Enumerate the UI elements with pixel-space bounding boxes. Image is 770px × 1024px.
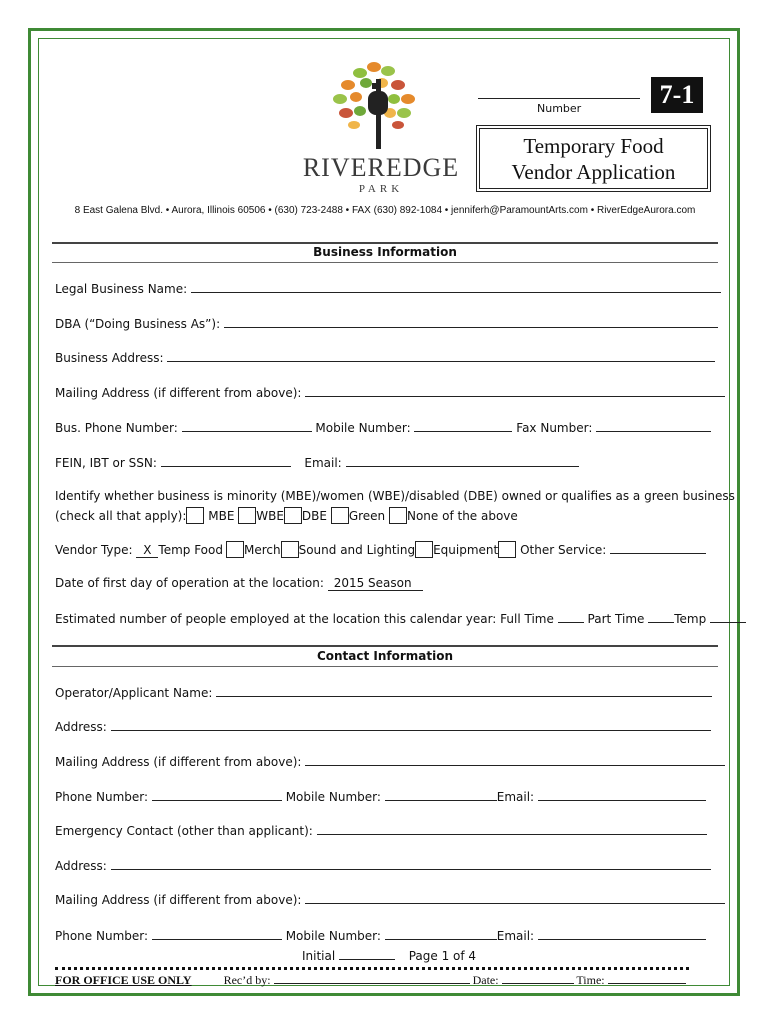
dba-label: DBA (“Doing Business As”): [55,317,221,331]
emergency-phone-row [55,928,706,943]
sound-checkbox[interactable] [281,541,299,558]
section-rule [52,666,718,667]
date-label: Date: [472,973,499,987]
form-title-line1: Temporary Food [523,134,664,158]
contact-email-field[interactable] [538,789,706,801]
office-row [55,972,686,988]
section-rule [52,242,718,244]
dba-field[interactable] [224,316,718,328]
identify-prefix: (check all that apply): [55,509,187,523]
vt-other-label: Other Service: [520,543,607,557]
tree-icon [290,55,465,155]
contact-email-label: Email: [496,790,535,804]
time-label: Time: [576,973,605,987]
date-field[interactable] [502,972,574,984]
fein-field[interactable] [161,455,291,467]
bus-phone-row [55,420,711,435]
section-rule [52,645,718,647]
mailing-address-field[interactable] [305,385,725,397]
part-time-label: Part Time [587,612,645,626]
bus-phone-label: Bus. Phone Number: [55,421,178,435]
bus-phone-field[interactable] [182,420,312,432]
fax-field[interactable] [596,420,711,432]
vt-equip-label: Equipment [433,543,499,557]
mailing-address-row [55,385,725,400]
emergency-address-label: Address: [55,859,107,873]
contact-address-line: 8 East Galena Blvd. • Aurora, Illinois 60506 • (630) 723-2488 • FAX (630) 892-1084 • jenniferh@ParamountArts.com • RiverEdgeAurora.com [74,205,696,216]
contact-address-row [55,719,711,734]
legal-business-name-field[interactable] [191,281,721,293]
initial-row [302,948,476,963]
title-box [479,128,708,189]
legal-business-name-row [55,281,721,296]
business-address-label: Business Address: [55,351,164,365]
emergency-phone-field[interactable] [152,928,282,940]
none-label: None of the above [406,509,518,523]
vendor-type-row [55,541,706,558]
emergency-address-row [55,858,711,873]
email-field[interactable] [346,455,579,467]
form-title-line2: Vendor Application [511,160,676,184]
business-address-row [55,350,715,365]
dba-row [55,316,718,331]
temp-field[interactable] [710,611,746,623]
full-time-field[interactable] [558,611,584,623]
first-day-label: Date of first day of operation at the location: [55,576,324,590]
emergency-field[interactable] [317,823,707,835]
mobile-field[interactable] [414,420,512,432]
time-field[interactable] [608,972,686,984]
contact-phone-label: Phone Number: [55,790,149,804]
emergency-email-label: Email: [496,929,535,943]
employed-label: Estimated number of people employed at the location this calendar year: Full Time [55,612,554,626]
vendor-type-label: Vendor Type: [55,543,133,557]
green-checkbox[interactable] [331,507,349,524]
vendor-type-mark[interactable] [136,543,158,558]
emergency-mobile-field[interactable] [385,928,497,940]
contact-address-label: Address: [55,720,107,734]
emergency-row [55,823,707,838]
equipment-checkbox[interactable] [415,541,433,558]
logo-subtitle: PARK [358,183,404,195]
first-day-field[interactable] [328,576,424,591]
number-field-line[interactable] [478,98,640,99]
other-service-field[interactable] [610,542,706,554]
office-dotted-rule [55,967,689,970]
emergency-label: Emergency Contact (other than applicant): [55,824,313,838]
recd-by-label: Rec’d by: [223,973,271,987]
wbe-label: WBE [256,509,284,523]
none-checkbox[interactable] [389,507,407,524]
emergency-mailing-row [55,892,725,907]
logo-wordmark: RIVEREDGE [302,153,460,182]
emergency-mailing-label: Mailing Address (if different from above): [55,893,302,907]
riveredge-logo [290,55,465,200]
employed-row [55,611,746,626]
first-day-value: 2015 Season [333,576,412,590]
initial-field[interactable] [339,948,395,960]
temp-label: Temp [674,612,707,626]
number-label: Number [537,102,582,115]
operator-label: Operator/Applicant Name: [55,686,213,700]
vendor-type-mark-text: X [143,543,152,557]
operator-field[interactable] [216,685,712,697]
emergency-mailing-field[interactable] [305,892,725,904]
contact-section-heading: Contact Information [316,649,454,663]
emergency-address-field[interactable] [111,858,711,870]
contact-mobile-label: Mobile Number: [285,790,381,804]
emergency-phone-label: Phone Number: [55,929,149,943]
office-use-label: FOR OFFICE USE ONLY [55,973,192,987]
first-day-row [55,576,423,591]
initial-label: Initial [302,949,336,963]
contact-mailing-label: Mailing Address (if different from above): [55,755,302,769]
other-service-checkbox[interactable] [498,541,516,558]
contact-mailing-row [55,754,725,769]
dbe-checkbox[interactable] [284,507,302,524]
fax-label: Fax Number: [516,421,593,435]
vt-sound-label: Sound and Lighting [298,543,416,557]
dbe-label: DBE [301,509,327,523]
green-label: Green [348,509,386,523]
mbe-checkbox[interactable] [186,507,204,524]
legal-business-name-label: Legal Business Name: [55,282,188,296]
identify-options-row [55,507,518,524]
mailing-address-label: Mailing Address (if different from above): [55,386,302,400]
form-number-badge: 7-1 [651,77,703,113]
business-section-heading: Business Information [313,245,457,259]
emergency-email-field[interactable] [538,928,706,940]
vt-food-label: Temp Food [158,543,223,557]
wbe-checkbox[interactable] [238,507,256,524]
operator-row [55,685,712,700]
part-time-field[interactable] [648,611,674,623]
mbe-label: MBE [208,509,235,523]
identify-line: Identify whether business is minority (MBE)/women (WBE)/disabled (DBE) owned or qualifies as a green business [55,489,735,503]
email-label: Email: [304,456,342,470]
mobile-label: Mobile Number: [315,421,411,435]
fein-label: FEIN, IBT or SSN: [55,456,157,470]
recd-by-field[interactable] [274,972,470,984]
contact-mobile-field[interactable] [385,789,497,801]
business-address-field[interactable] [167,350,715,362]
emergency-mobile-label: Mobile Number: [285,929,381,943]
contact-phone-field[interactable] [152,789,282,801]
merch-checkbox[interactable] [226,541,244,558]
section-rule [52,262,718,263]
contact-mailing-field[interactable] [305,754,725,766]
fein-row [55,455,579,470]
contact-address-field[interactable] [111,719,711,731]
page-indicator: Page 1 of 4 [408,949,477,963]
contact-phone-row [55,789,706,804]
vt-merch-label: Merch [243,543,281,557]
